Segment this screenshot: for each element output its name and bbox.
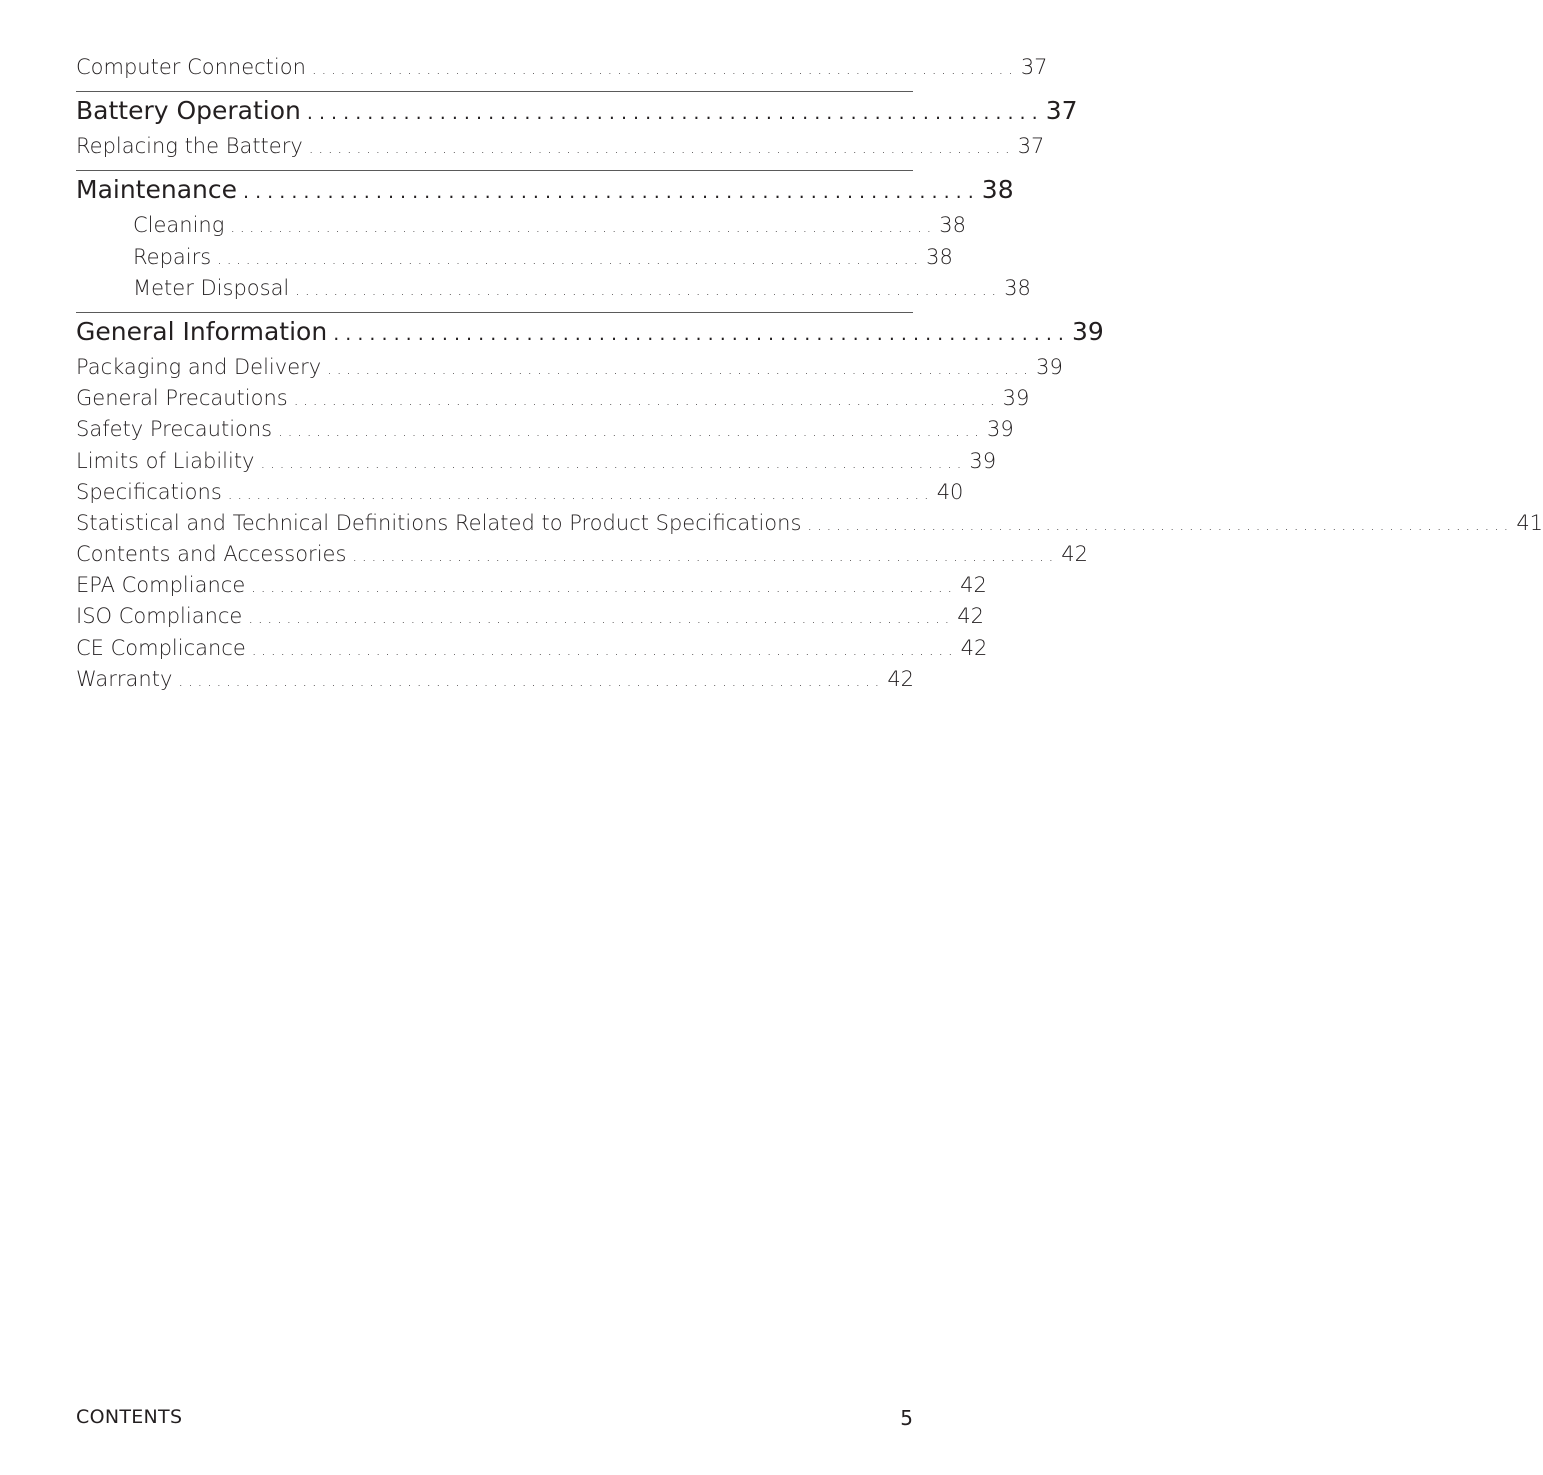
- toc-entry-replacing-the-battery[interactable]: [76, 131, 1045, 162]
- toc-entry-page: 39: [969, 448, 997, 473]
- dot-leader: . . . . . . . . . . . . . . . . . . . . . . . . . . . . . . . . . . . . . . . . . . . . . . . . . . . . . . . . . . . . . . . . . . . . . . . . . .: [217, 249, 919, 268]
- toc-entry-label: Repairs: [133, 244, 212, 269]
- toc-entry-page: 39: [987, 417, 1014, 442]
- dot-leader: . . . . . . . . . . . . . . . . . . . . . . . . . . . . . . . . . . . . . . . . . . . . . . . . . . . . . . . . . . . . . . . . . . . . . . . . . .: [260, 453, 962, 472]
- toc-entry-statistical-definitions[interactable]: [76, 508, 1543, 539]
- toc-entry-iso-compliance[interactable]: [76, 601, 984, 632]
- dot-leader: . . . . . . . . . . . . . . . . . . . . . . . . . . . . . . . . . . . . . . . . . . . . . . . . . . . . . . . . . . . . . . . . . . . . . . . . . .: [230, 218, 932, 237]
- toc-section-maintenance[interactable]: [76, 170, 1014, 208]
- toc-entry-epa-compliance[interactable]: [76, 570, 987, 601]
- toc-entry-page: 42: [960, 573, 987, 598]
- toc-section-battery-operation[interactable]: [76, 91, 1078, 129]
- toc-entry-ce-complicance[interactable]: [76, 633, 988, 664]
- toc-entry-page: 41: [1516, 510, 1543, 535]
- toc-entry-warranty[interactable]: [76, 664, 913, 695]
- table-of-contents: [76, 52, 1543, 695]
- toc-entry-page: 42: [957, 604, 984, 629]
- toc-entry-label: General Precautions: [76, 386, 288, 411]
- toc-entry-label: Packaging and Delivery: [76, 354, 322, 379]
- toc-entry-label: Specifications: [76, 479, 222, 504]
- toc-entry-label: Warranty: [76, 666, 173, 691]
- toc-entry-page: 39: [1036, 354, 1063, 379]
- toc-entry-label: CE Complicance: [76, 635, 246, 660]
- dot-leader: . . . . . . . . . . . . . . . . . . . . . . . . . . . . . . . . . . . . . . . . . . . . . . . . . . . . . . . . . . . . . . . . . . . . . . . . . .: [251, 578, 953, 597]
- dot-leader: . . . . . . . . . . . . . . . . . . . . . . . . . . . . . . . . . . . . . . . . . . . . . . . . . . . . . . . . . . . . . . . . . . . . . . . . . .: [352, 547, 1054, 566]
- dot-leader: . . . . . . . . . . . . . . . . . . . . . . . . . . . . . . . . . . . . . . . . . . . . . . . . . . . . . . . . . . . . . . . . . . . . . . . . . .: [308, 139, 1010, 158]
- toc-entry-page: 42: [960, 635, 988, 660]
- toc-entry-page: 38: [1004, 275, 1031, 300]
- toc-entry-safety-precautions[interactable]: [76, 414, 1014, 445]
- dot-leader: . . . . . . . . . . . . . . . . . . . . . . . . . . . . . . . . . . . . . . . . . . . . . . . . . . . . . . . . . . . . . . . . . . . . . . . . . .: [807, 515, 1509, 534]
- dot-leader: . . . . . . . . . . . . . . . . . . . . . . . . . . . . . . . . . . . . . . . . . . . . . . . . . . . . . . . . . . . . . . . . . . . . . . . . . .: [327, 359, 1029, 378]
- toc-entry-page: 39: [1002, 386, 1030, 411]
- toc-entry-page: 38: [939, 213, 966, 238]
- dot-leader: . . . . . . . . . . . . . . . . . . . . . . . . . . . . . . . . . . . . . . . . . . . . . . . . . . . . . . . . . . . . . . . . . . . . . . . . . .: [178, 671, 880, 690]
- toc-entry-page: 38: [926, 244, 953, 269]
- toc-entry-page: 42: [1061, 542, 1089, 567]
- page-footer: [76, 1406, 913, 1430]
- toc-entry-label: Cleaning: [133, 213, 225, 238]
- toc-section-page: 39: [1071, 316, 1104, 346]
- dot-leader: . . . . . . . . . . . . . . . . . . . . . . . . . . . . . . . . . . . . . . . . . . . . . . . . . . . . . . . . . . . . . . . . . . . . . . . . . .: [278, 422, 980, 441]
- dot-leader: . . . . . . . . . . . . . . . . . . . . . . . . . . . . . . . . . . . . . . . . . . . . . . . . . . . . . . . . . . . . . . . . . . . . . . . . . .: [311, 60, 1013, 78]
- toc-entry-label: Replacing the Battery: [76, 134, 303, 159]
- toc-entry-limits-of-liability[interactable]: [76, 446, 997, 477]
- dot-leader: . . . . . . . . . . . . . . . . . . . . . . . . . . . . . . . . . . . . . . . . . . . . . . . . . . . . . . . . . . . . . . . . . . . . . . . . . .: [227, 484, 929, 503]
- toc-entry-label: Contents and Accessories: [76, 542, 347, 567]
- toc-section-general-information[interactable]: [76, 312, 1104, 350]
- toc-entry-label: Safety Precautions: [76, 417, 273, 442]
- toc-entry-specifications[interactable]: [76, 477, 964, 508]
- toc-entry-repairs[interactable]: [76, 242, 953, 273]
- toc-section-label: Battery Operation: [76, 96, 301, 126]
- toc-entry-contents-and-accessories[interactable]: [76, 539, 1089, 570]
- dot-leader: . . . . . . . . . . . . . . . . . . . . . . . . . . . . . . . . . . . . . . . . . . . . . . . . . . . . . . . . . . . . . . . . . . . . . . . . . .: [248, 609, 950, 628]
- toc-entry-packaging-and-delivery[interactable]: [76, 352, 1063, 383]
- dot-leader: . . . . . . . . . . . . . . . . . . . . . . . . . . . . . . . . . . . . . . . . . . . . . . . . . . . . . . . . . . . . .: [243, 181, 974, 204]
- dot-leader: . . . . . . . . . . . . . . . . . . . . . . . . . . . . . . . . . . . . . . . . . . . . . . . . . . . . . . . . . . . . .: [306, 102, 1038, 125]
- toc-section-label: Maintenance: [76, 175, 237, 205]
- footer-section-title: CONTENTS: [76, 1406, 183, 1428]
- toc-entry-page: 37: [1020, 55, 1048, 79]
- toc-entry-label: EPA Compliance: [76, 573, 246, 598]
- toc-section-label: General Information: [76, 316, 328, 346]
- toc-entry-label: Meter Disposal: [133, 275, 290, 300]
- dot-leader: . . . . . . . . . . . . . . . . . . . . . . . . . . . . . . . . . . . . . . . . . . . . . . . . . . . . . . . . . . . . . . . . . . . . . . . . . .: [293, 391, 995, 410]
- toc-section-page: 38: [981, 175, 1014, 205]
- toc-entry-page: 40: [936, 479, 964, 504]
- toc-entry-computer-connection[interactable]: [76, 52, 1048, 83]
- dot-leader: . . . . . . . . . . . . . . . . . . . . . . . . . . . . . . . . . . . . . . . . . . . . . . . . . . . . . . . . . . . . . . . . . . . . . . . . . .: [295, 280, 997, 299]
- toc-section-page: 37: [1045, 96, 1078, 126]
- toc-entry-cleaning[interactable]: [76, 210, 966, 241]
- toc-entry-general-precautions[interactable]: [76, 383, 1030, 414]
- footer-page-number: 5: [900, 1406, 913, 1430]
- toc-entry-page: 37: [1017, 134, 1045, 159]
- toc-entry-label: Statistical and Technical Definitions Related to Product Specifications: [76, 510, 802, 535]
- toc-entry-label: ISO Compliance: [76, 604, 243, 629]
- toc-entry-page: 42: [887, 666, 915, 691]
- toc-entry-meter-disposal[interactable]: [76, 273, 1031, 304]
- dot-leader: . . . . . . . . . . . . . . . . . . . . . . . . . . . . . . . . . . . . . . . . . . . . . . . . . . . . . . . . . . . . .: [333, 322, 1064, 345]
- toc-entry-label: Limits of Liability: [76, 448, 255, 473]
- toc-entry-label: Computer Connection: [76, 55, 306, 79]
- dot-leader: . . . . . . . . . . . . . . . . . . . . . . . . . . . . . . . . . . . . . . . . . . . . . . . . . . . . . . . . . . . . . . . . . . . . . . . . . .: [251, 640, 953, 659]
